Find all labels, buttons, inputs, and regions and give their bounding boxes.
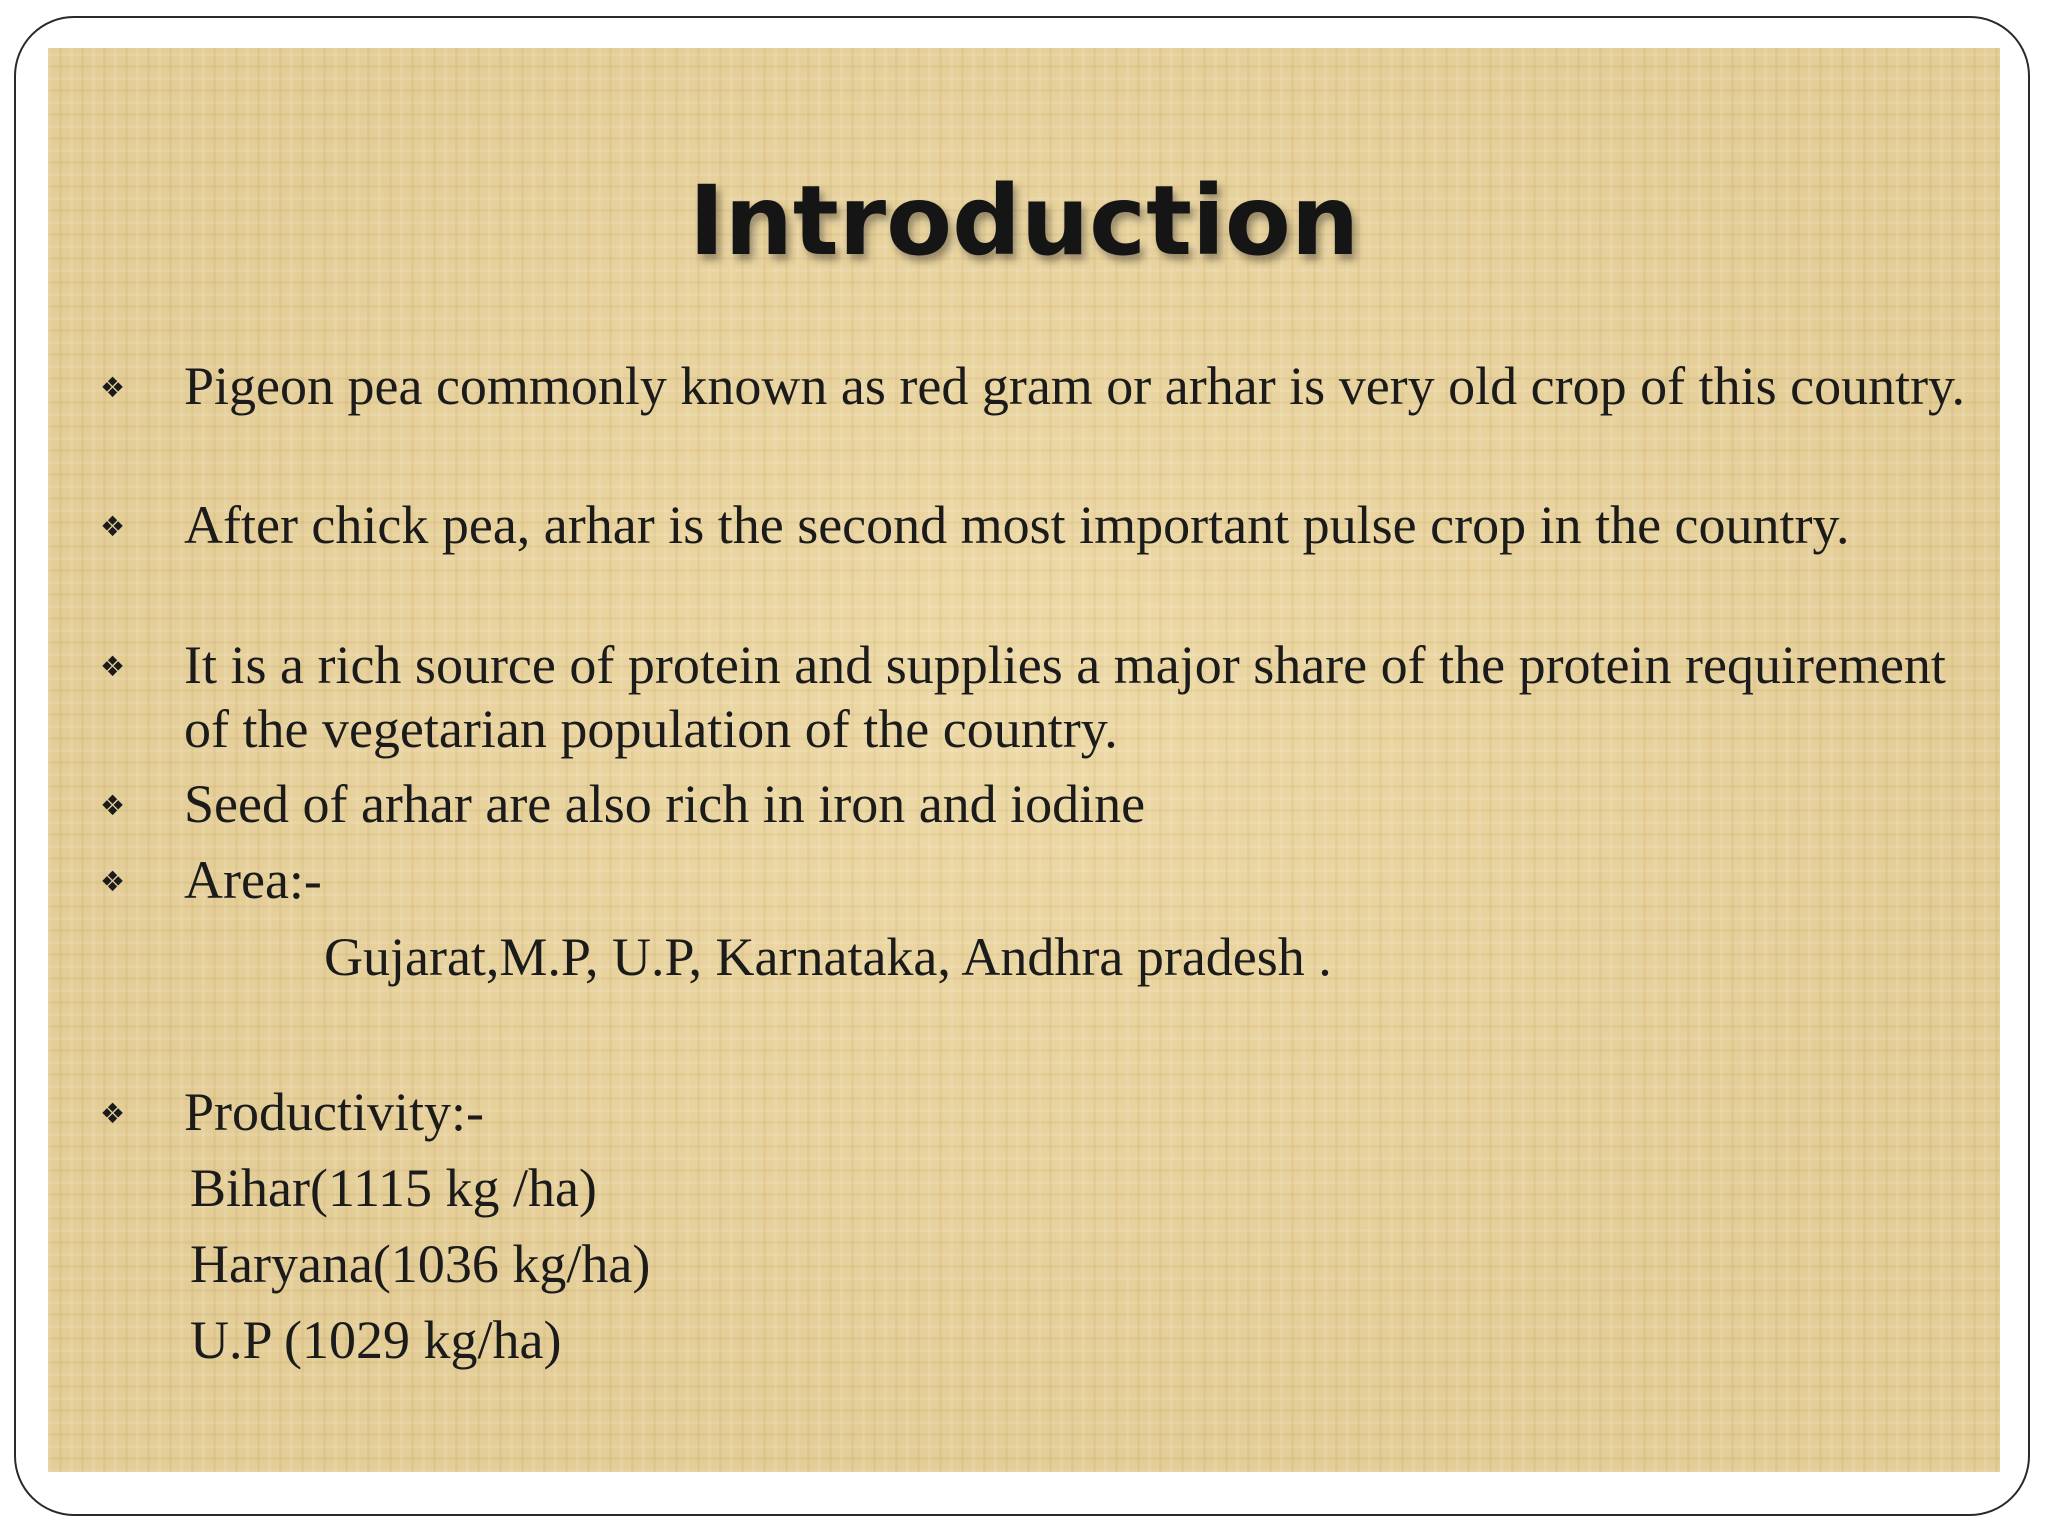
- bullet-text-2: After chick pea, arhar is the second most important pulse crop in the country.: [184, 495, 1850, 555]
- slide-title: Introduction: [688, 165, 1360, 277]
- bullet-icon: ❖: [100, 650, 126, 683]
- bullet-text-4: Seed of arhar are also rich in iron and iodine: [184, 774, 1146, 834]
- productivity-up: U.P (1029 kg/ha): [190, 1310, 562, 1370]
- area-states: Gujarat,M.P, U.P, Karnataka, Andhra pradesh .: [324, 927, 1332, 987]
- bullet-icon: ❖: [100, 789, 126, 822]
- bullet-text-3: It is a rich source of protein and supplies a major share of the protein requirement of the vegetarian population of the country.: [184, 635, 1946, 759]
- productivity-haryana: Haryana(1036 kg/ha): [190, 1234, 651, 1294]
- bullet-icon: ❖: [100, 371, 126, 404]
- bullet-icon: ❖: [100, 510, 126, 543]
- slide: [48, 48, 2000, 1472]
- bullet-icon: ❖: [100, 865, 126, 898]
- bullet-text-1: Pigeon pea commonly known as red gram or arhar is very old crop of this country.: [184, 356, 1966, 416]
- bullet-icon: ❖: [100, 1097, 126, 1130]
- productivity-heading: Productivity:-: [184, 1082, 484, 1142]
- productivity-bihar: Bihar(1115 kg /ha): [190, 1158, 597, 1218]
- area-heading: Area:-: [184, 850, 322, 910]
